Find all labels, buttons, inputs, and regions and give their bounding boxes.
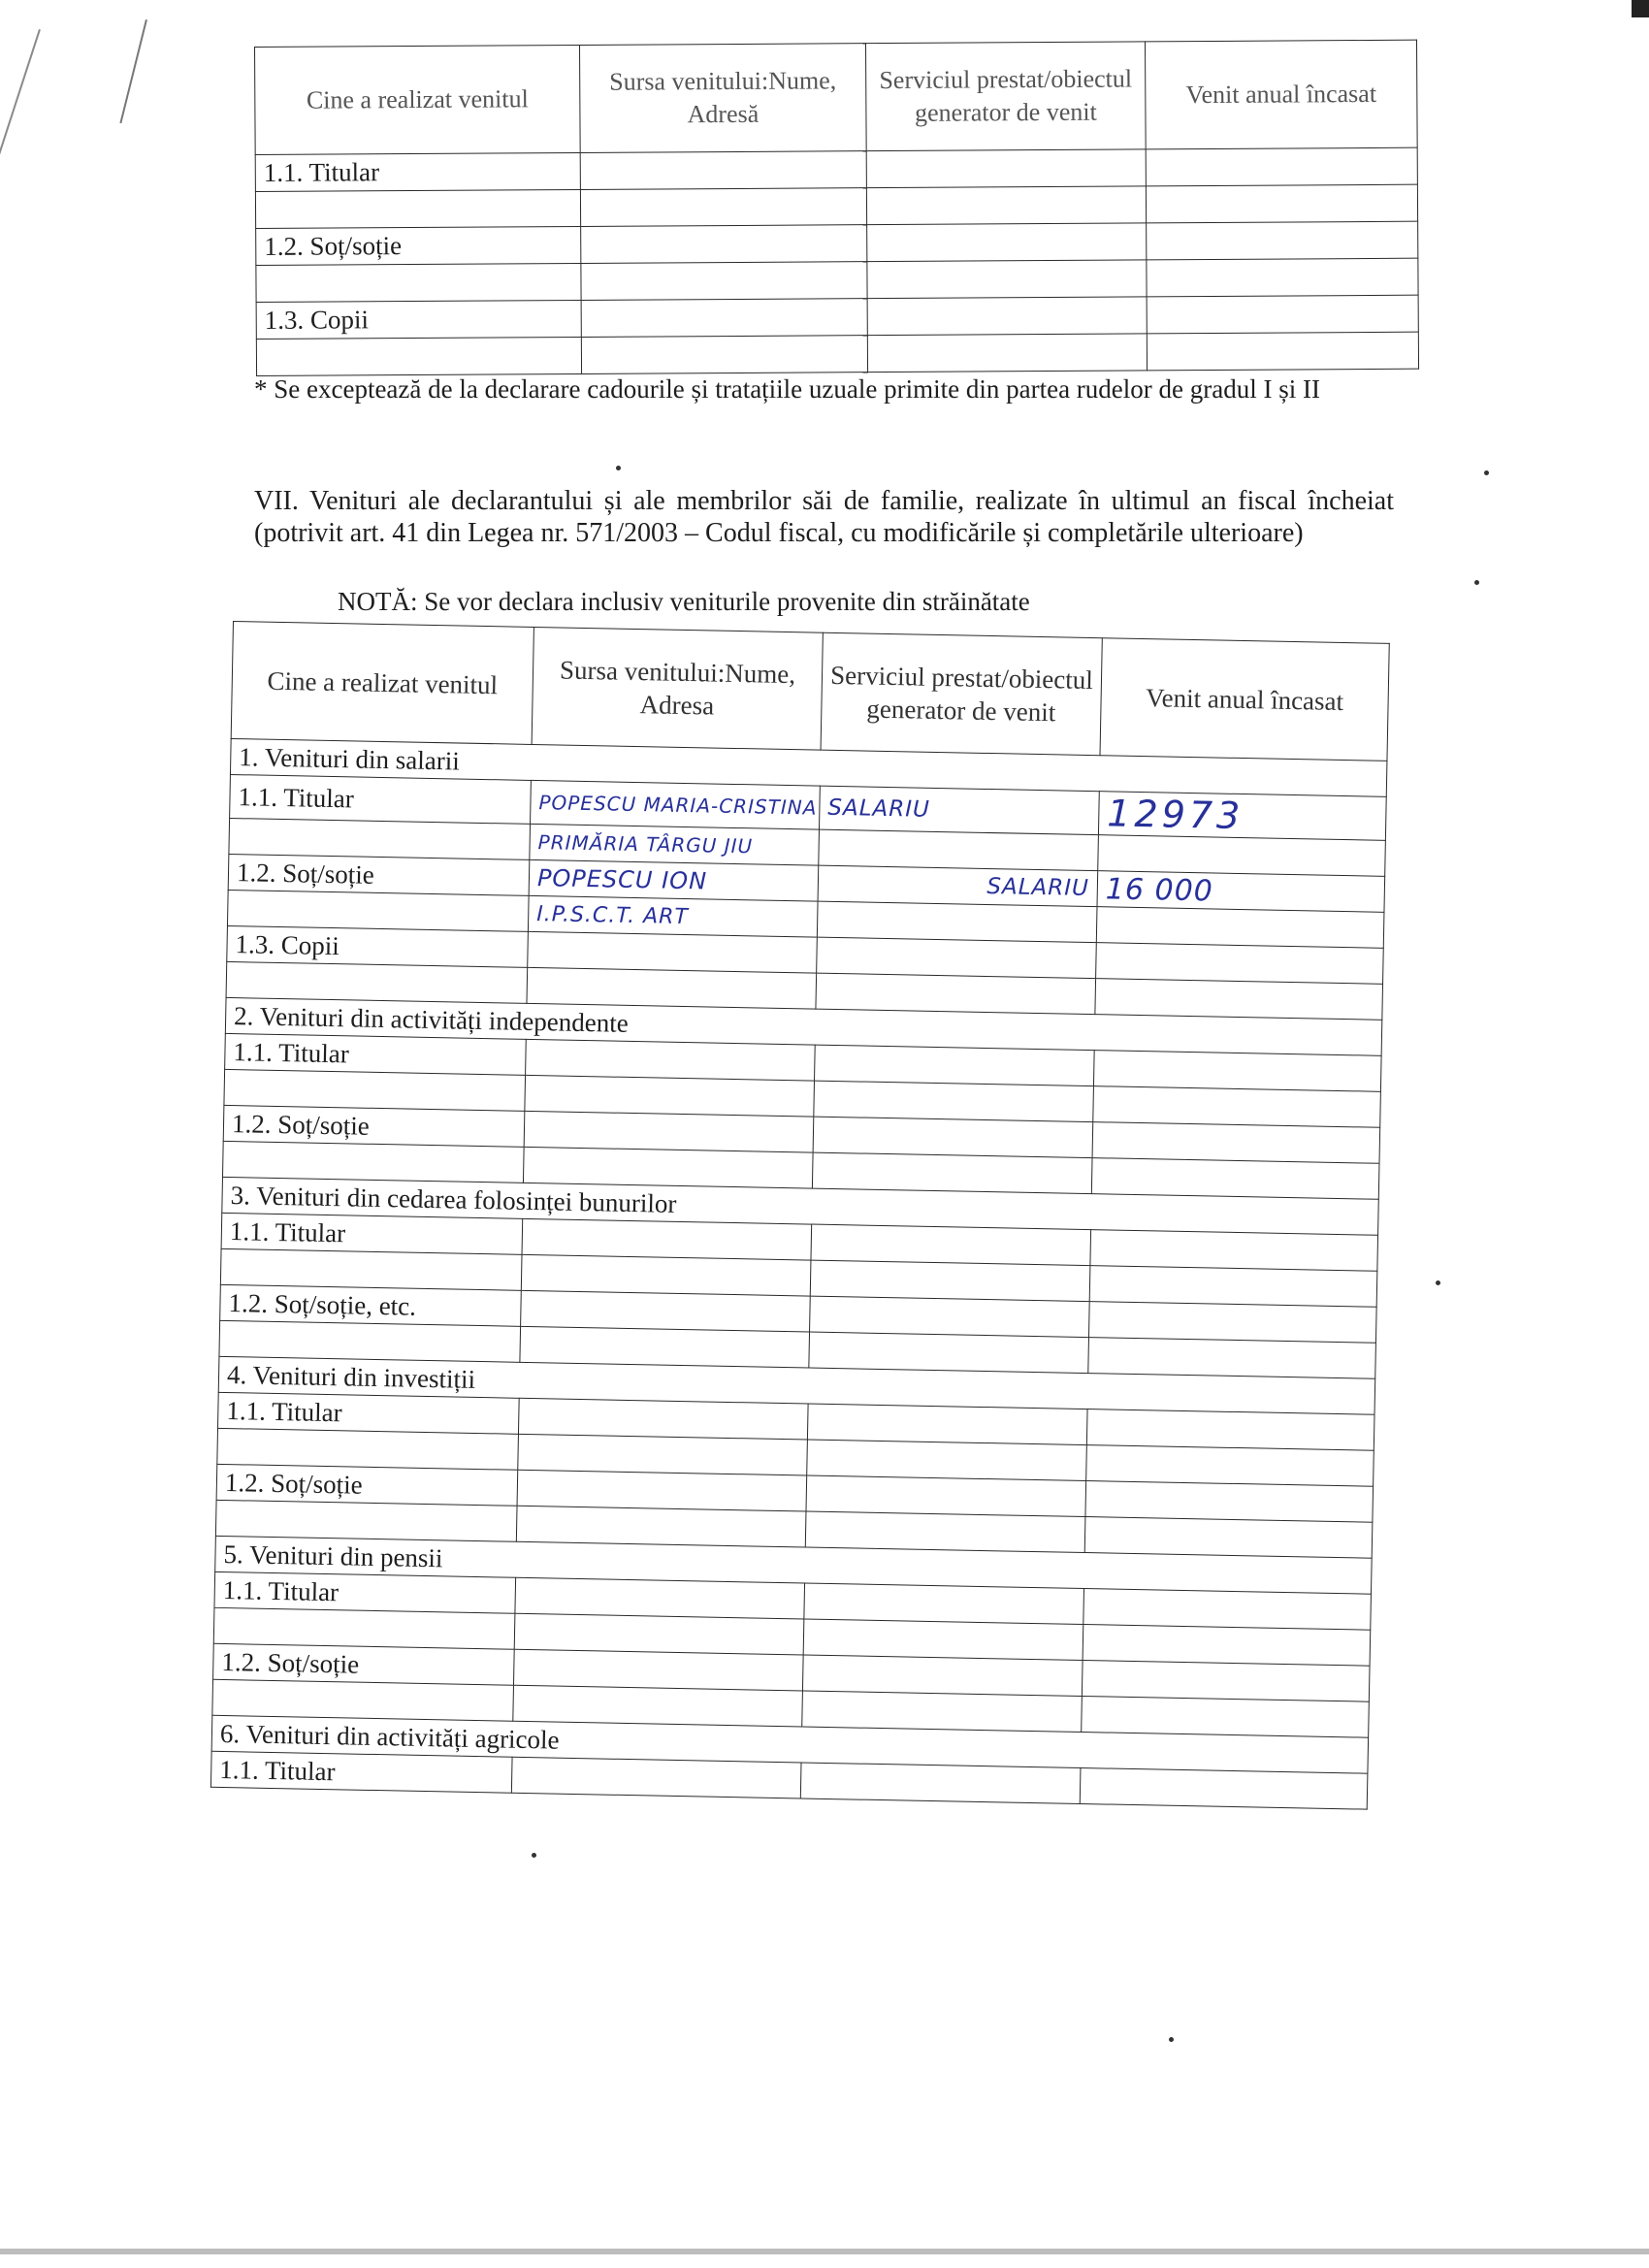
- row-label-titular: 1.1. Titular: [225, 1033, 527, 1075]
- footnote: * Se exceptează de la declarare cadourile și tratațiile uzuale primite din partea rudelor de gradul I și II: [254, 374, 1320, 404]
- handwritten-service: SALARIU: [818, 865, 1098, 907]
- section-investments: 4. Venituri din investiții: [218, 1356, 1374, 1414]
- section-pensions: 5. Venituri din pensii: [215, 1536, 1372, 1594]
- row-label-spouse: 1.2. Soț/soție: [213, 1643, 515, 1685]
- row-label-spouse: 1.2. Soț/soție: [216, 1464, 518, 1506]
- header-service: Serviciul prestat/obiectul generator de venit: [821, 632, 1102, 756]
- scan-speck: [1484, 470, 1489, 475]
- handwritten-source: POPESCU MARIA-CRISTINA: [531, 780, 821, 829]
- header-income: Venit anual încasat: [1100, 638, 1389, 761]
- scan-speck: [1436, 1280, 1440, 1285]
- income-table: [210, 621, 1390, 1810]
- row-label-children: 1.3. Copii: [227, 925, 529, 967]
- header-income: Venit anual încasat: [1145, 40, 1417, 149]
- header-source: Sursa venitului:Nume, Adresa: [532, 627, 823, 750]
- scan-bottom-edge: [0, 2249, 1649, 2254]
- section-title: VII. Venituri ale declarantului și ale membrilor săi de familie, realizate în ultimul an fiscal încheiat (potrivit art. 41 din Legea nr. 571/2003 – Codul fiscal, cu modificările și completările ulterioare): [254, 486, 1394, 548]
- section-goods: 3. Venituri din cedarea folosinței bunurilor: [222, 1177, 1378, 1235]
- scan-corner-mark: [1632, 0, 1649, 17]
- row-label-spouse: 1.2. Soț/soție: [223, 1105, 525, 1147]
- scan-speck: [1474, 580, 1479, 585]
- section-independent: 2. Venituri din activități independente: [225, 997, 1381, 1055]
- section-agriculture: 6. Venituri din activități agricole: [211, 1715, 1368, 1773]
- handwritten-source: POPESCU ION: [529, 859, 819, 901]
- scan-speck: [532, 1853, 536, 1858]
- row-label-titular: 1.1. Titular: [221, 1213, 523, 1254]
- handwritten-income: 12973: [1098, 792, 1386, 841]
- table-row: [256, 332, 1418, 375]
- row-label-spouse: 1.2. Soț/soție: [228, 854, 530, 895]
- row-label-spouse: 1.2. Soț/soție, etc.: [220, 1284, 522, 1326]
- header-who: Cine a realizat venitul: [231, 622, 534, 745]
- handwritten-source: I.P.S.C.T. ART: [528, 895, 818, 937]
- scan-speck: [616, 466, 621, 470]
- section-note: NOTĂ: Se vor declara inclusiv veniturile provenite din străinătate: [338, 587, 1030, 616]
- handwritten-income: 16 000: [1097, 871, 1385, 913]
- header-source: Sursa venitului:Nume, Adresă: [579, 44, 866, 153]
- row-label-spouse: 1.2. Soț/soție: [256, 226, 581, 265]
- row-label-titular: 1.1. Titular: [255, 152, 580, 191]
- row-label-titular: 1.1. Titular: [214, 1571, 516, 1613]
- row-label-titular: 1.1. Titular: [218, 1392, 520, 1434]
- header-who: Cine a realizat venitul: [255, 45, 581, 154]
- section-salaries: 1. Venituri din salarii: [230, 738, 1386, 796]
- scan-edge-line: [0, 29, 41, 251]
- gifts-table: [254, 40, 1419, 376]
- handwritten-source: PRIMĂRIA TÂRGU JIU: [530, 824, 820, 865]
- scan-edge-line: [119, 19, 147, 123]
- row-label-titular: 1.1. Titular: [210, 1751, 512, 1793]
- row-label-children: 1.3. Copii: [256, 300, 581, 339]
- header-service: Serviciul prestat/obiectul generator de venit: [865, 42, 1146, 151]
- scan-speck: [1169, 2037, 1174, 2042]
- handwritten-service: SALARIU: [819, 786, 1099, 835]
- row-label-titular: 1.1. Titular: [230, 774, 532, 824]
